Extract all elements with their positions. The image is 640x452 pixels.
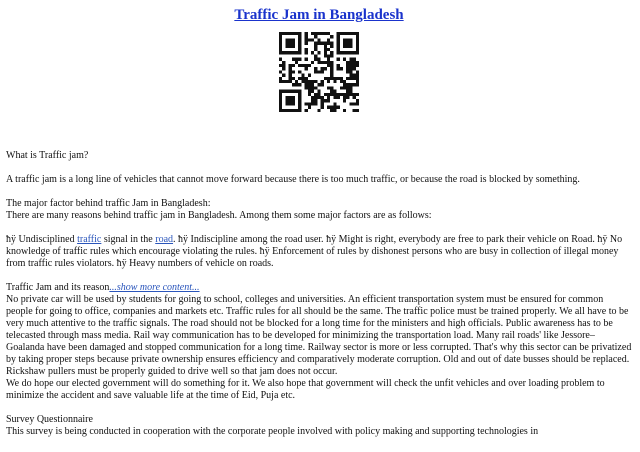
qr-code-container [6, 32, 632, 112]
title-link[interactable]: Traffic Jam in Bangladesh [234, 7, 404, 23]
reason-body: No private car will be used by students for going to school, colleges and universities. An efficient transportation system must be ensured for common people for going to office, companies and markets etc. Traffic rules for all should be the same. The traffic police must be trained properly. We all have to be very much attentive to the traffic signals. The road should not be blocked for a long time for the ministers and high officials. Public awareness has to be telecasted through mass media. Rail way communication has to be developed for minimizing the transportation load. Many rail roads' like Jessore–Goalanda have been damaged and stopped communication for a long time. Railway sector is more or less corrupted. That's why this sector can be privatized by taking proper steps because private ownership ensures efficiency and comparatively moderate corruption. Old and out of date busses should be replaced. Rickshaw pullers must be properly guided to drive well so that jam does not occur. [6, 294, 632, 377]
show-more-link[interactable]: ...show more content... [109, 282, 200, 293]
qr-code-image [279, 32, 359, 112]
survey-block [6, 414, 632, 438]
factors-intro: There are many reasons behind traffic jam in Bangladesh. Among them some major factors are as follows: [6, 210, 432, 221]
factors-heading: The major factor behind traffic Jam in Bangladesh: [6, 198, 211, 209]
factors-list [6, 234, 632, 270]
traffic-link[interactable]: traffic [77, 234, 102, 245]
bullet-glyph: ħÿ [597, 234, 608, 245]
article-body [6, 150, 632, 438]
reason-block [6, 282, 632, 402]
factor-text: Undisciplined [16, 234, 78, 245]
factor-text: Enforcement of rules by dishonest persons who are busy in collection of illegal money from traffic rules violators. [6, 246, 619, 269]
bullet-glyph: ħÿ [116, 258, 127, 269]
reason-heading: Traffic Jam and its reason [6, 282, 110, 293]
road-link[interactable]: road [155, 234, 174, 245]
bullet-glyph: ħÿ [178, 234, 189, 245]
bullet-glyph: ħÿ [259, 246, 270, 257]
factor-text: No knowledge of traffic rules which encourage violating the rules. [6, 234, 623, 257]
document-page [6, 6, 632, 438]
page-title [6, 6, 632, 24]
factor-text: . [173, 234, 179, 245]
bullet-glyph: ħÿ [326, 234, 337, 245]
what-heading: What is Traffic jam? [6, 150, 89, 161]
bullet-glyph: ħÿ [6, 234, 16, 245]
factor-text: Indiscipline among the road user. [188, 234, 327, 245]
hope-paragraph: We do hope our elected government will do something for it. We also hope that government will check the unfit vehicles and over loading problem to minimize the accident and save valuable life at the time of Eid, Puja etc. [6, 378, 605, 401]
survey-body: This survey is being conducted in cooperation with the corporate people involved with policy making and supporting technologies in [6, 426, 539, 437]
factors-block [6, 198, 632, 222]
factor-text: signal in the [101, 234, 156, 245]
survey-heading: Survey Questionnaire [6, 414, 93, 425]
factor-text: Might is right, everybody are free to park their vehicle on Road. [336, 234, 598, 245]
definition-paragraph: A traffic jam is a long line of vehicles that cannot move forward because there is too much traffic, or because the road is blocked by something. [6, 174, 580, 185]
factor-text: Heavy numbers of vehicle on roads. [126, 258, 274, 269]
